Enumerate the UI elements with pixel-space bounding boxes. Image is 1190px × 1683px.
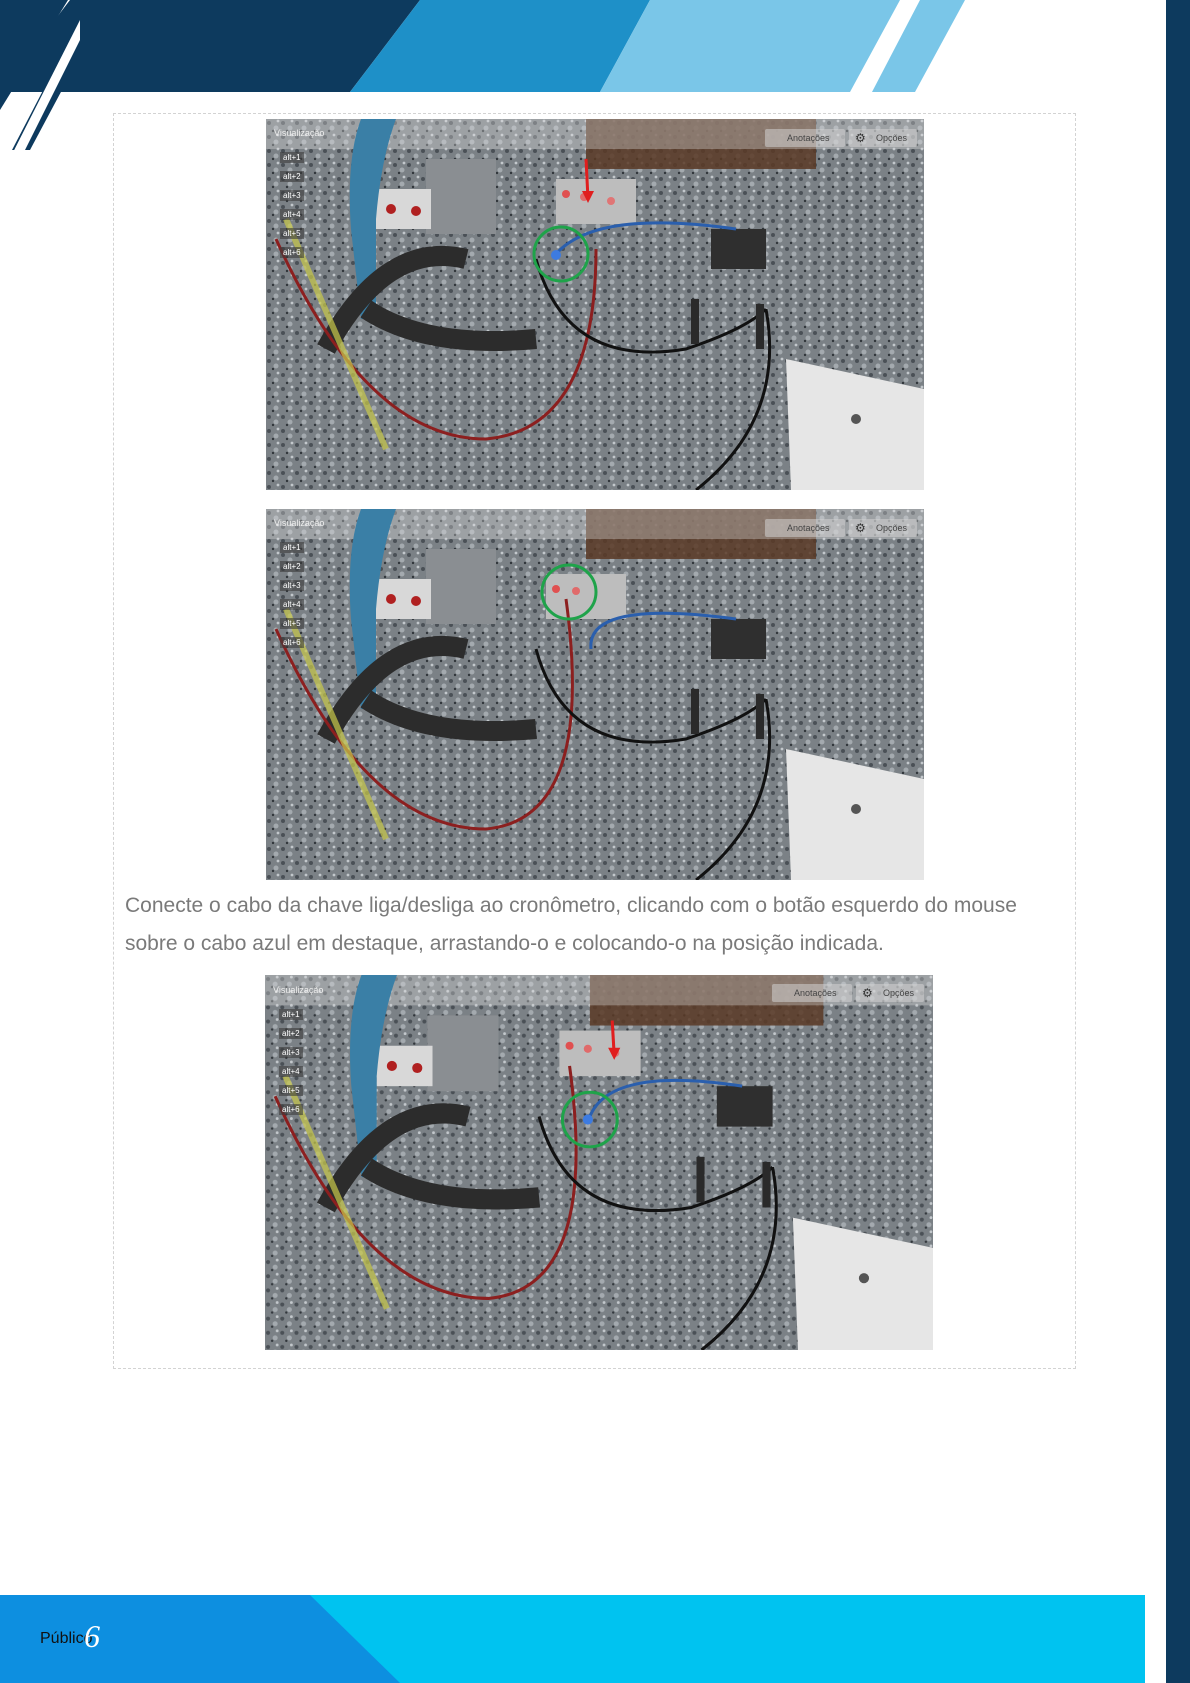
simulation-screenshot-2 [266,509,924,880]
menu-item[interactable]: alt+2 [279,1024,303,1043]
menu-item[interactable]: alt+6 [279,1100,303,1119]
menu-item[interactable]: alt+4 [280,205,304,224]
simulation-screenshot-3 [265,975,933,1350]
view-menu-3 [273,985,323,995]
menu-item[interactable]: alt+5 [279,1081,303,1100]
right-side-bar [1166,0,1190,1683]
view-menu-1 [274,128,364,138]
menu-item[interactable]: alt+5 [280,614,304,633]
instruction-text: Conecte o cabo da chave liga/desliga ao cronômetro, clicando com o botão esquerdo do mouse sobre o cabo azul em destaque, arrastando-o e colocando-o na posição indicada. [125,894,1017,955]
options-button[interactable]: ⚙ Opções [849,519,917,537]
menu-item[interactable]: alt+1 [280,148,304,167]
simulation-screenshot-1 [266,119,924,490]
menu-item[interactable]: alt+2 [280,167,304,186]
menu-item[interactable]: alt+3 [279,1043,303,1062]
options-button[interactable]: ⚙ Opções [856,984,924,1002]
annotations-button[interactable]: Anotações [765,129,845,147]
view-menu-items-2 [280,538,304,652]
menu-item[interactable]: alt+5 [280,224,304,243]
gear-icon: ⚙ [855,131,866,145]
menu-item[interactable]: alt+1 [279,1005,303,1024]
gear-icon: ⚙ [855,521,866,535]
classification-label: Público [40,1630,93,1647]
menu-item[interactable]: alt+3 [280,186,304,205]
menu-item[interactable]: alt+2 [280,557,304,576]
annotations-button[interactable]: Anotações [772,984,852,1002]
menu-item[interactable]: alt+6 [280,243,304,262]
menu-item[interactable]: alt+1 [280,538,304,557]
view-menu-title: Visualização [274,128,325,138]
gear-icon: ⚙ [862,986,873,1000]
annotations-button[interactable]: Anotações [765,519,845,537]
menu-item[interactable]: alt+4 [279,1062,303,1081]
footer-band [0,1595,1145,1683]
page-number: 6 [84,1618,100,1654]
options-button[interactable]: ⚙ Opções [849,129,917,147]
view-menu-title: Visualização [273,985,324,995]
view-menu-2 [274,518,324,528]
view-menu-items-3 [279,1005,303,1119]
menu-item[interactable]: alt+4 [280,595,304,614]
view-menu-title: Visualização [274,518,325,528]
view-menu-items-1 [280,148,304,262]
menu-item[interactable]: alt+3 [280,576,304,595]
menu-item[interactable]: alt+6 [280,633,304,652]
